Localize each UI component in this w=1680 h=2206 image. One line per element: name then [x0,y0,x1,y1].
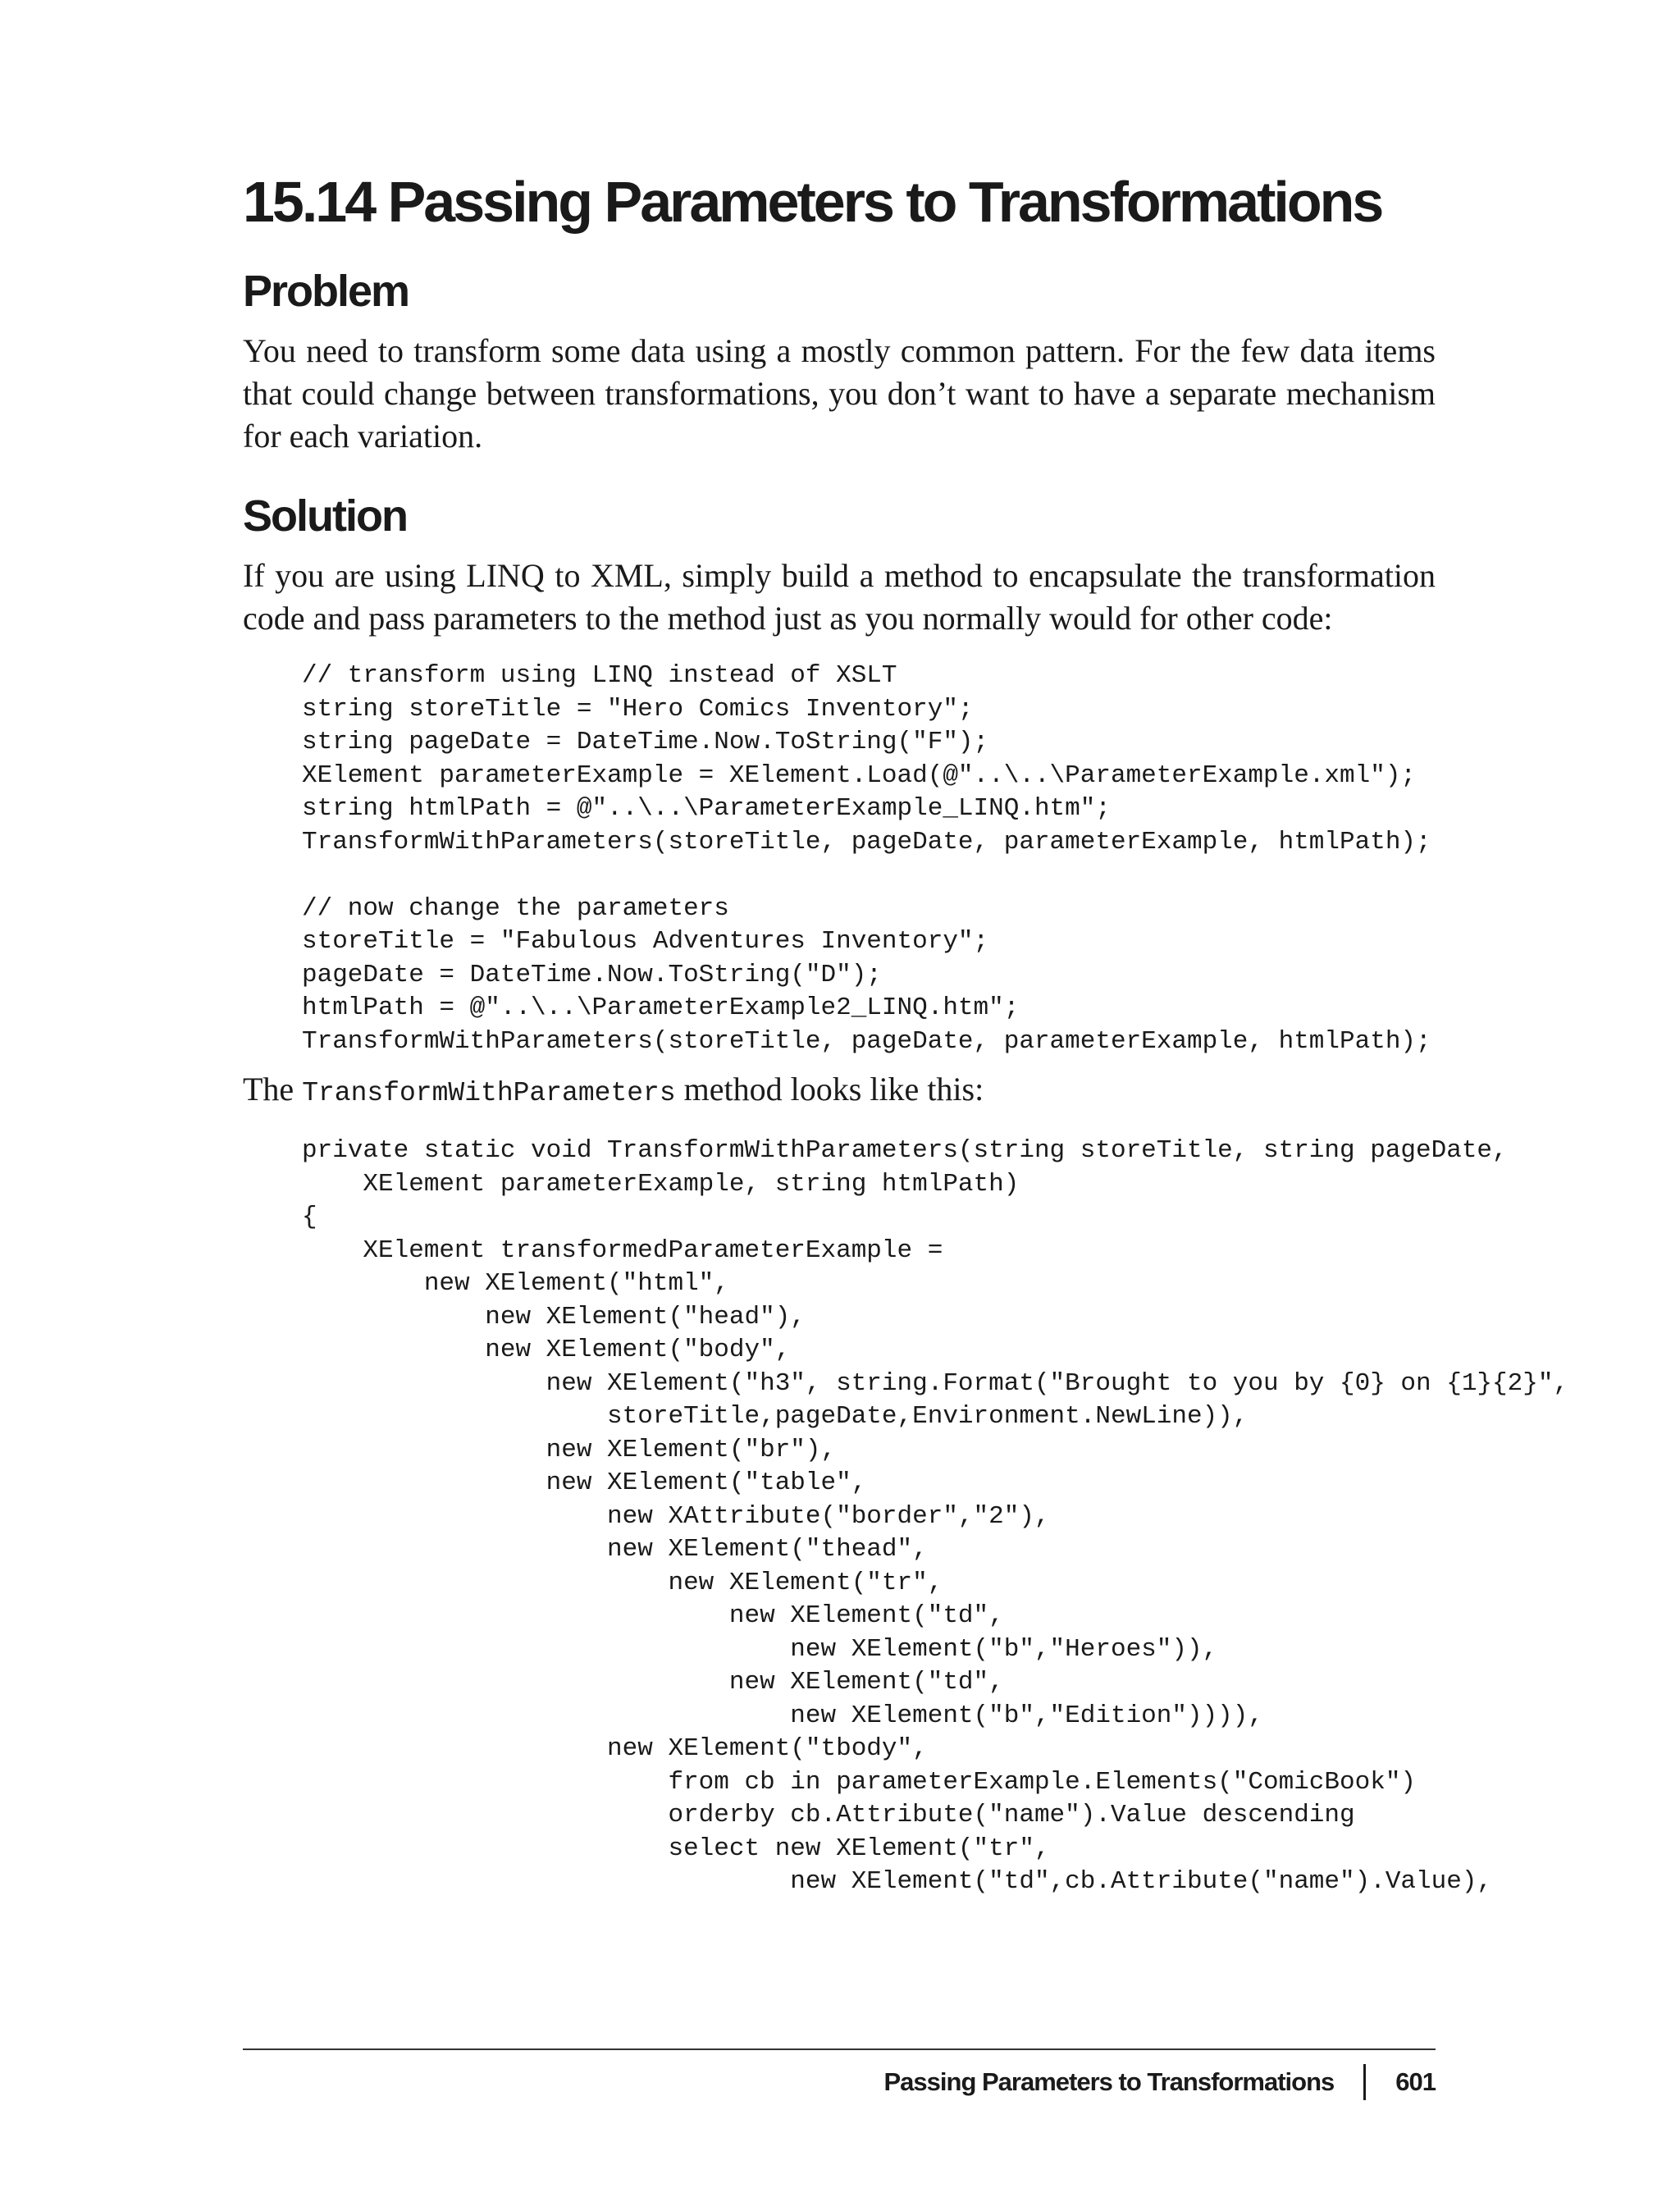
footer-divider [243,2048,1436,2050]
method-intro-after: method looks like this: [675,1071,984,1108]
problem-heading: Problem [243,267,409,316]
footer-page-number: 601 [1395,2067,1436,2096]
code-block-parameters: // transform using LINQ instead of XSLT string storeTitle = "Hero Comics Inventory"; string pageDate = DateTime.Now.ToString("F"); XElement parameterExample = XElement.Load(@"..\..\ParameterExample.xml"); string htmlPath = @"..\..\ParameterExample_LINQ.htm"; TransformWithParameters(storeTitle, pageDate, parameterExample, htmlPath); // now change the parameters storeTitle = "Fabulous Adventures Inventory"; pageDate = DateTime.Now.ToString("D"); htmlPath = @"..\..\ParameterExample2_LINQ.htm"; TransformWithParameters(storeTitle, pageDate, parameterExample, htmlPath); [302,661,1431,1056]
solution-text: If you are using LINQ to XML, simply build a method to encapsulate the transformation code and pass parameters to the method just as you normally would for other code: [243,557,1436,637]
page-footer [243,2058,1436,2107]
method-name-inline-code: TransformWithParameters [302,1078,676,1108]
method-intro-before: The [243,1071,303,1108]
section-title: 15.14 Passing Parameters to Transformations [243,170,1382,234]
solution-heading: Solution [243,491,407,541]
method-intro-text [243,1068,1436,1115]
page-content [243,164,1569,1909]
footer-separator [1363,2064,1366,2100]
footer-running-title: Passing Parameters to Transformations [883,2067,1335,2096]
problem-text: You need to transform some data using a mostly common pattern. For the few data items that could change between transformations, you don’t want to have a separate mechanism for each variation. [243,332,1436,454]
code-block-method: private static void TransformWithParameters(string storeTitle, string pageDate, XElement parameterExample, string htmlPath) { XElement transformedParameterExample = new XElement("html", new XElement("head"), new XElement("body", new XElement("h3", string.Format("Brought to you by {0} on {1}{2}", storeTitle,pageDate,Environment.NewLine)), new XElement("br"), new XElement("table", new XAttribute("border","2"), new XElement("thead", new XElement("tr", new XElement("td", new XElement("b","Heroes")), new XElement("td", new XElement("b","Edition")))), new XElement("tbody", from cb in parameterExample.Elements("ComicBook") orderby cb.Attribute("name").Value descending select new XElement("tr", new XElement("td",cb.Attribute("name").Value), [302,1136,1569,1896]
